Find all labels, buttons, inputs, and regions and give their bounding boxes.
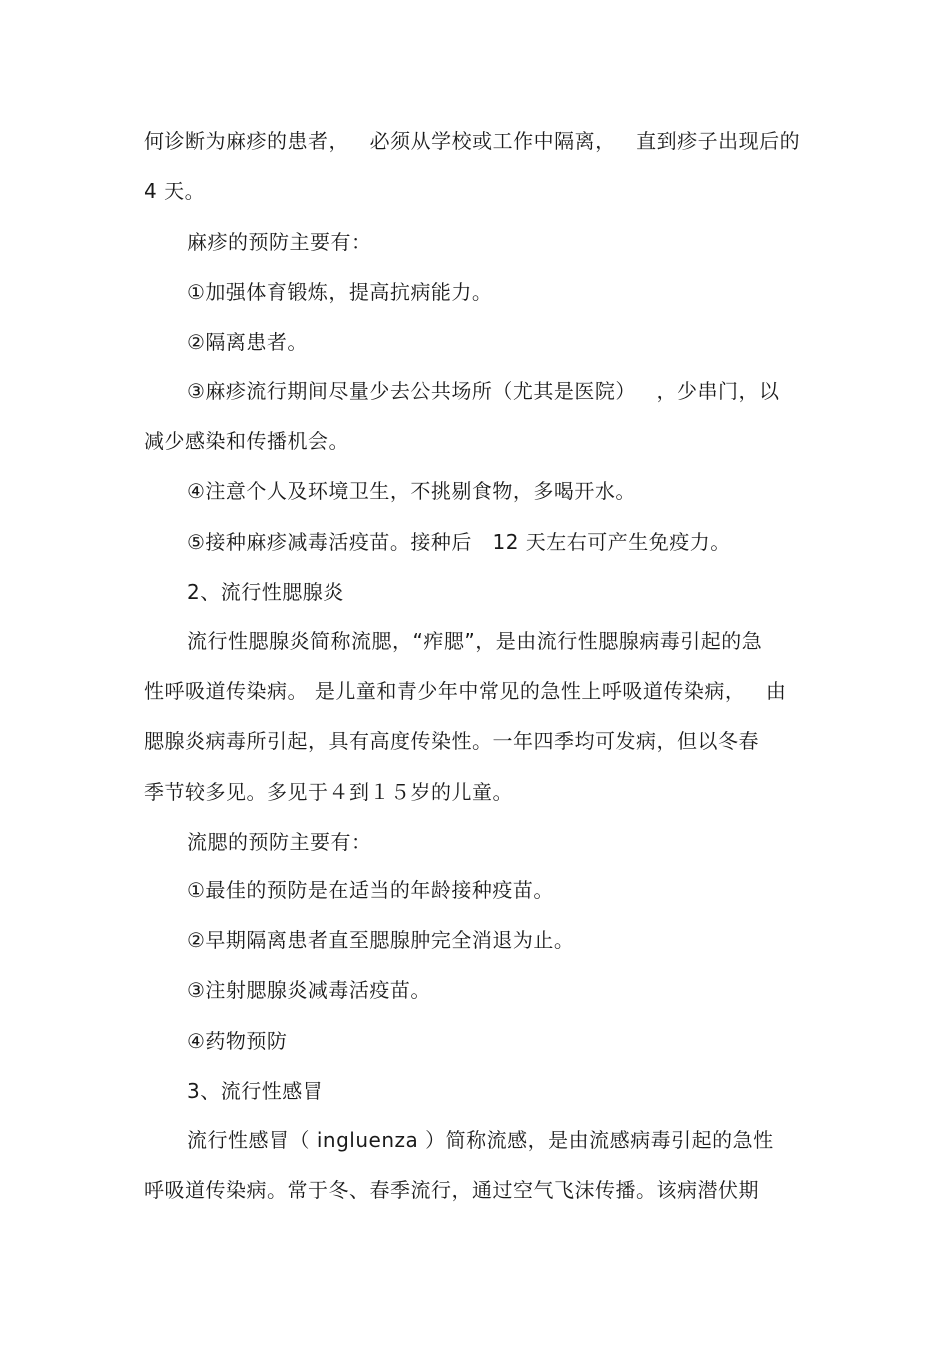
text-line: 何诊断为麻疹的患者， 必须从学校或工作中隔离， 直到疹子出现后的 [144,129,801,153]
list-item: ①加强体育锻炼，提高抗病能力。 [187,280,493,304]
text-line: 季节较多见。多见于４到１５岁的儿童。 [144,780,513,804]
text-line: 4 天。 [144,179,206,203]
text-line: 减少感染和传播机会。 [144,429,349,453]
text-line: 麻疹的预防主要有： [187,230,372,254]
section-heading: 3、流行性感冒 [187,1079,324,1103]
list-item: ⑤接种麻疹减毒活疫苗。接种后 12 天左右可产生免疫力。 [187,530,731,554]
text-line: 呼吸道传染病。常于冬、春季流行，通过空气飞沫传播。该病潜伏期 [144,1178,759,1202]
list-item: ③注射腮腺炎减毒活疫苗。 [187,978,431,1002]
text-line: 性呼吸道传染病。 是儿童和青少年中常见的急性上呼吸道传染病， 由 [144,679,787,703]
list-item: ②早期隔离患者直至腮腺肿完全消退为止。 [187,928,575,952]
section-heading: 2、流行性腮腺炎 [187,580,344,604]
text-line: 流行性感冒（ ingluenza ）简称流感，是由流感病毒引起的急性 [187,1128,774,1152]
list-item: ④药物预防 [187,1029,288,1053]
list-item: ②隔离患者。 [187,330,308,354]
text-line: 流腮的预防主要有： [187,830,372,854]
text-line: 腮腺炎病毒所引起，具有高度传染性。一年四季均可发病，但以冬春 [144,729,759,753]
list-item: ④注意个人及环境卫生，不挑剔食物，多喝开水。 [187,479,636,503]
list-item: ①最佳的预防是在适当的年龄接种疫苗。 [187,878,554,902]
list-item: ③麻疹流行期间尽量少去公共场所（尤其是医院） ，少串门，以 [187,379,780,403]
text-line: 流行性腮腺炎简称流腮，“痄腮”，是由流行性腮腺病毒引起的急 [187,629,763,653]
